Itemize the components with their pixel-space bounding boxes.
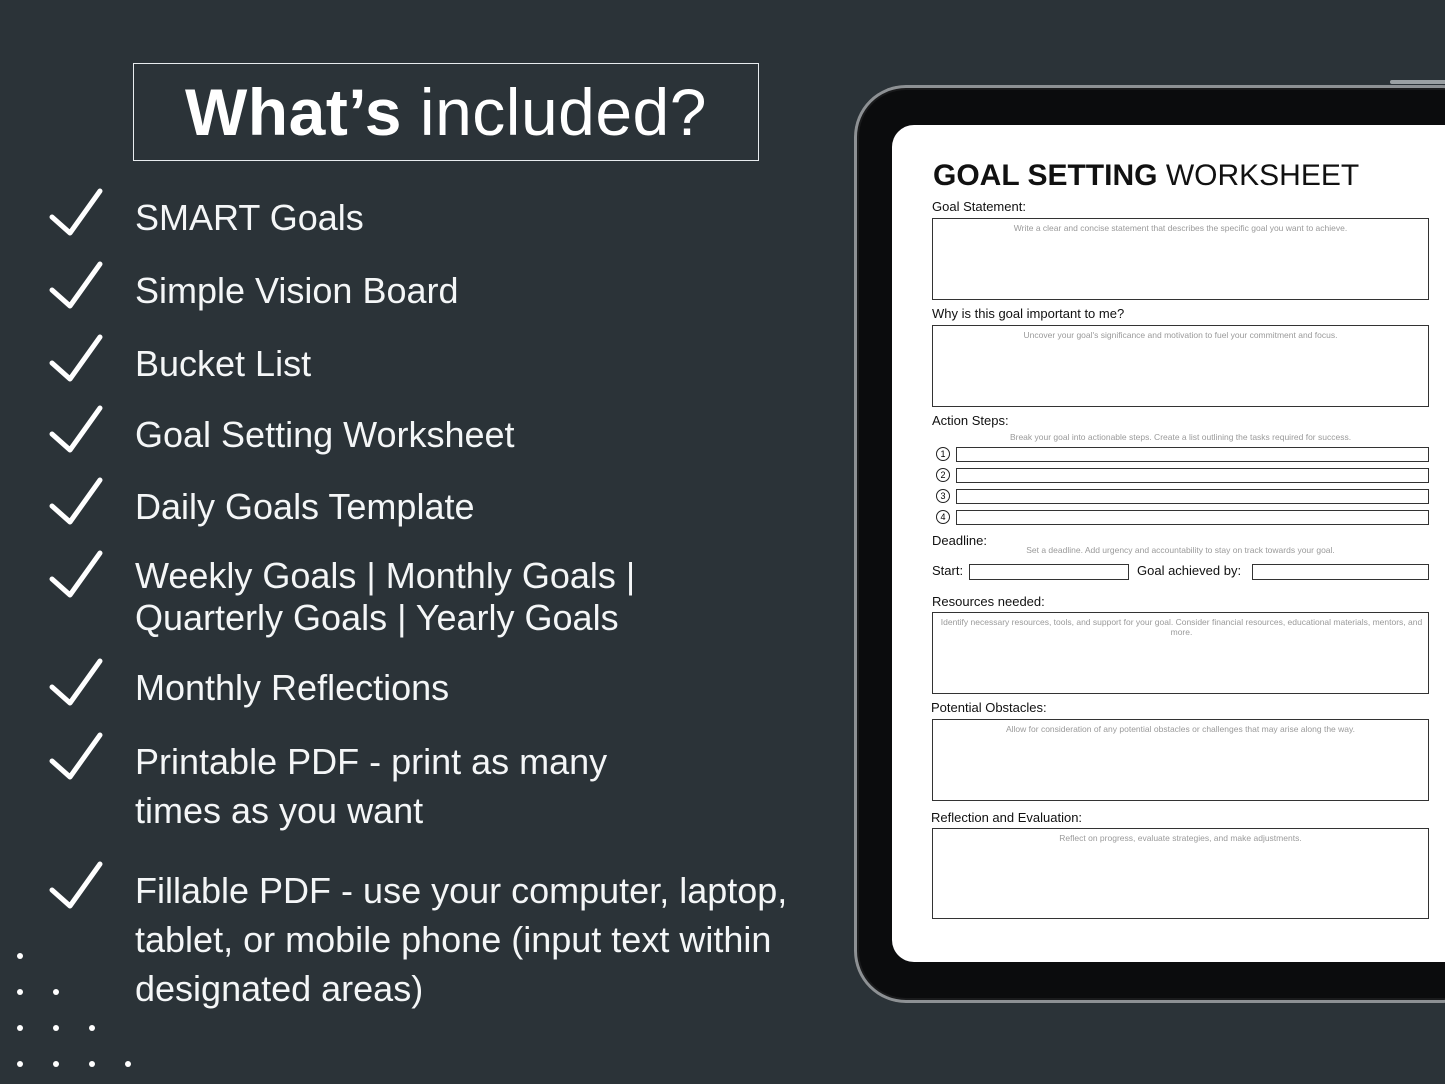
why-label: Why is this goal important to me? [932, 306, 1125, 321]
feature-label: Bucket List [135, 343, 312, 384]
feature-label: Weekly Goals | Monthly Goals | Quarterly Goals | Yearly Goals [135, 555, 636, 638]
action-step-field[interactable] [956, 468, 1429, 483]
checkmark-icon [48, 404, 104, 456]
step-number-badge: 3 [936, 489, 950, 503]
feature-label: Goal Setting Worksheet [135, 414, 515, 455]
deadline-hint: Set a deadline. Add urgency and accountability to stay on track towards your goal. [1026, 545, 1335, 555]
dot [53, 1061, 59, 1067]
reflection-label: Reflection and Evaluation: [931, 810, 1083, 825]
obstacles-label: Potential Obstacles: [931, 700, 1047, 715]
start-date-field[interactable] [969, 564, 1129, 580]
worksheet-title-light: WORKSHEET [1165, 159, 1360, 192]
feature-label: SMART Goals [135, 197, 364, 238]
checkmark-icon [48, 549, 104, 601]
goal-statement-hint: Write a clear and concise statement that describes the specific goal you want to achieve. [1013, 223, 1348, 233]
why-field[interactable] [932, 325, 1429, 407]
action-steps-hint: Break your goal into actionable steps. Create a list outlining the tasks required for success. [1009, 432, 1352, 442]
goal-achieved-label: Goal achieved by: [1137, 563, 1242, 578]
feature-label: Simple Vision Board [135, 270, 459, 311]
worksheet-title [933, 159, 1359, 193]
heading-light: included? [419, 75, 707, 149]
checkmark-icon [48, 731, 104, 783]
resources-label: Resources needed: [932, 594, 1045, 609]
action-step-field[interactable] [956, 510, 1429, 525]
dot [17, 953, 23, 959]
dot [53, 1025, 59, 1031]
goal-statement-field[interactable] [932, 218, 1429, 300]
dot [89, 1025, 95, 1031]
worksheet-page [892, 125, 1445, 962]
checkmark-icon [48, 333, 104, 385]
checkmark-icon [48, 476, 104, 528]
action-step-field[interactable] [956, 489, 1429, 504]
heading-box [133, 63, 759, 161]
feature-label: Monthly Reflections [135, 667, 450, 708]
obstacles-field[interactable] [932, 719, 1429, 801]
reflection-hint: Reflect on progress, evaluate strategies, and make adjustments. [1059, 833, 1302, 843]
dot [17, 1061, 23, 1067]
step-number-badge: 4 [936, 510, 950, 524]
deadline-label: Deadline: [932, 533, 987, 548]
goal-statement-label: Goal Statement: [932, 199, 1026, 214]
feature-label: Fillable PDF - use your computer, laptop, tablet, or mobile phone (input text within designated areas) [135, 870, 788, 1009]
dot [17, 989, 23, 995]
action-steps-label: Action Steps: [932, 413, 1009, 428]
checkmark-icon [48, 187, 104, 239]
worksheet-title-bold: GOAL SETTING [933, 159, 1158, 192]
dot [53, 989, 59, 995]
feature-label: Printable PDF - print as many times as you want [135, 741, 608, 831]
heading-bold: What’s [185, 75, 402, 149]
dot [89, 1061, 95, 1067]
dot [17, 1025, 23, 1031]
checkmark-icon [48, 260, 104, 312]
goal-achieved-field[interactable] [1252, 564, 1429, 580]
dot [125, 1061, 131, 1067]
resources-hint: Identify necessary resources, tools, and support for your goal. Consider financial resources, educational materials, mentors, and more. [940, 617, 1423, 637]
checkmark-icon [48, 860, 104, 912]
step-number-badge: 2 [936, 468, 950, 482]
reflection-field[interactable] [932, 828, 1429, 919]
obstacles-hint: Allow for consideration of any potential obstacles or challenges that may arise along the way. [1005, 724, 1355, 734]
action-step-field[interactable] [956, 447, 1429, 462]
resources-field[interactable] [932, 612, 1429, 694]
checkmark-icon [48, 657, 104, 709]
feature-label: Daily Goals Template [135, 486, 475, 527]
why-hint: Uncover your goal's significance and motivation to fuel your commitment and focus. [1023, 330, 1338, 340]
tablet-button [1390, 80, 1445, 84]
step-number-badge: 1 [936, 447, 950, 461]
start-label: Start: [932, 563, 964, 578]
